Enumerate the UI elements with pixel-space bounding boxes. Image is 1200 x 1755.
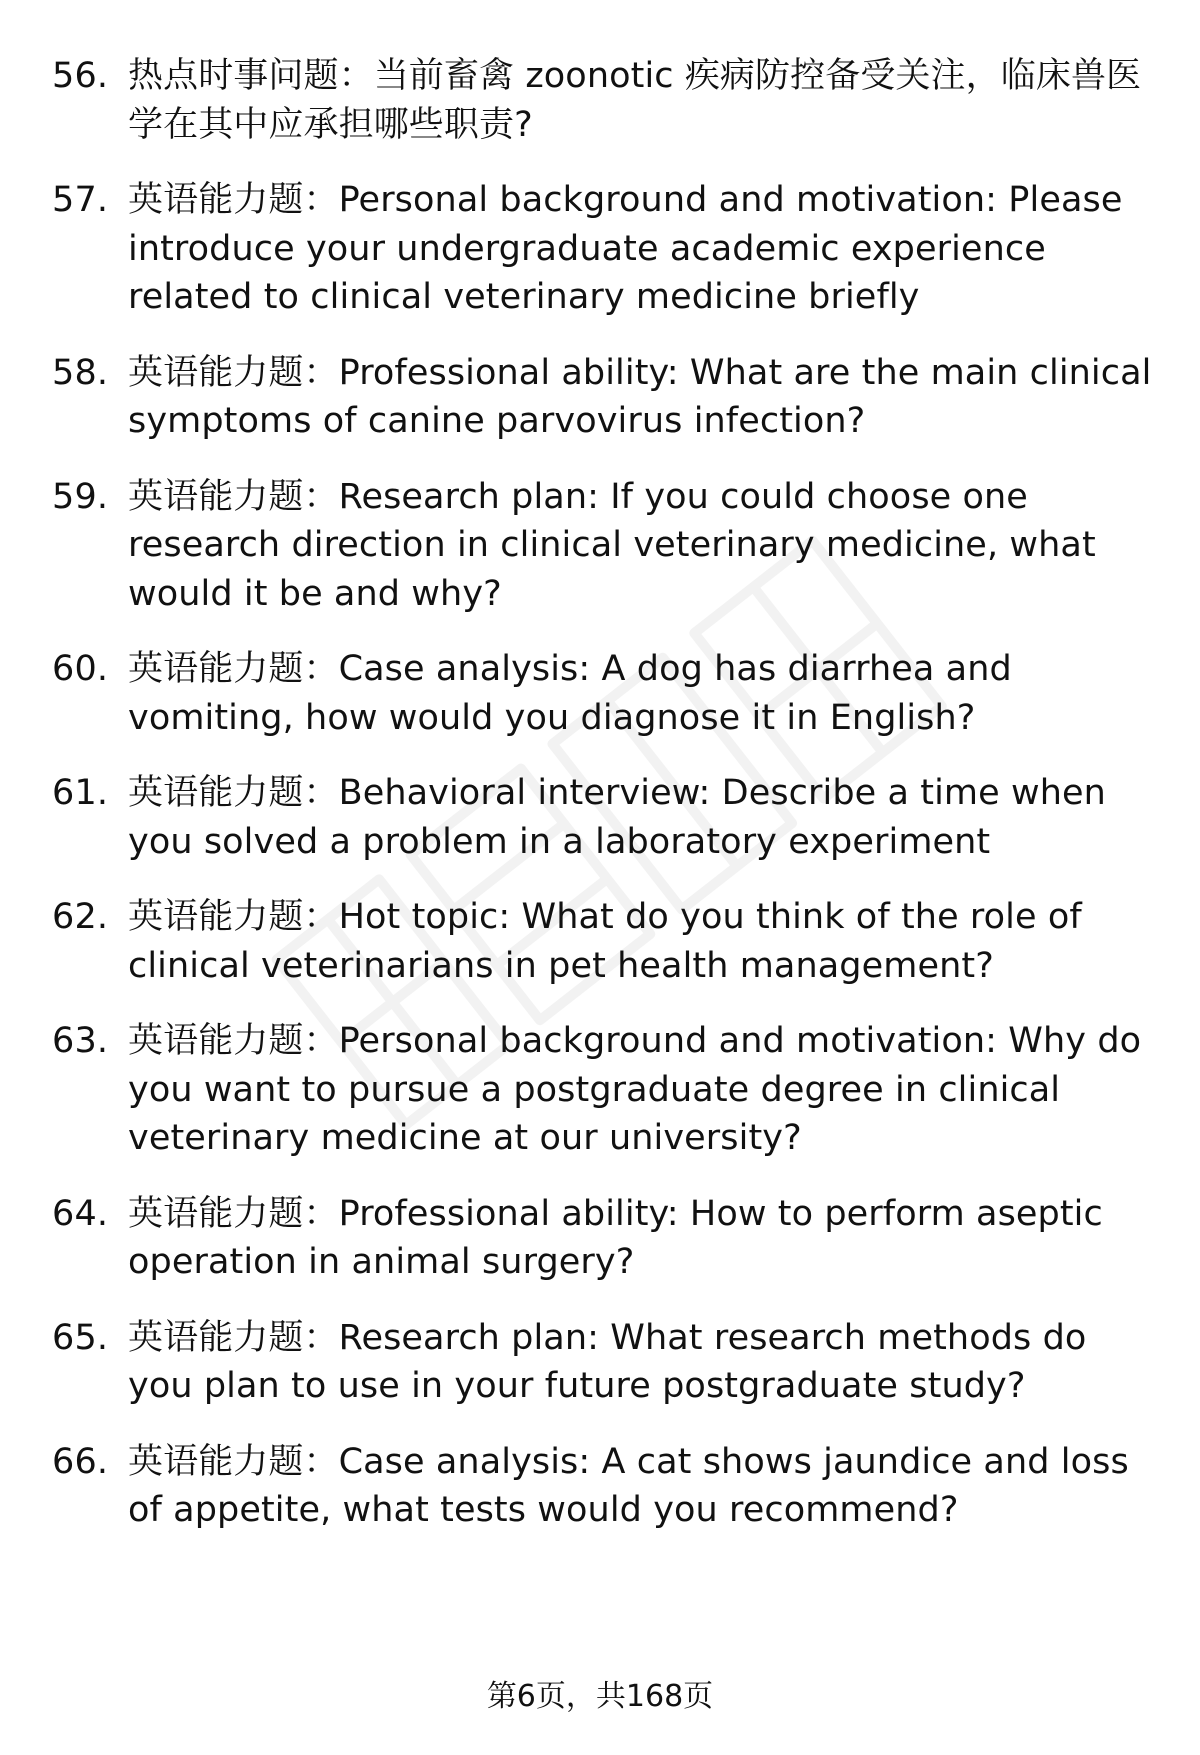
question-number: 63. <box>52 1021 109 1061</box>
question-number: 57. <box>52 180 109 220</box>
question-list <box>52 52 1162 1535</box>
question-item <box>52 893 1162 990</box>
question-item <box>52 176 1162 322</box>
question-text: 英语能力题：Research plan: What research methods do you plan to use in your future postgraduate study? <box>128 1317 1087 1406</box>
question-text: 英语能力题：Hot topic: What do you think of the role of clinical veterinarians in pet health management? <box>128 897 1082 986</box>
question-text: 英语能力题：Research plan: If you could choose one research direction in clinical veterinary medicine, what would it be and why? <box>128 476 1096 614</box>
question-text: 英语能力题：Professional ability: What are the main clinical symptoms of canine parvovirus infection? <box>128 352 1152 441</box>
question-item <box>52 1314 1162 1411</box>
question-text: 英语能力题：Personal background and motivation: Please introduce your undergraduate academic experience related to clinical veterinary medicine briefly <box>128 180 1123 317</box>
question-number: 61. <box>52 773 109 813</box>
question-text: 英语能力题：Case analysis: A dog has diarrhea and vomiting, how would you diagnose it in English? <box>128 649 1012 738</box>
question-item <box>52 1438 1162 1535</box>
question-item <box>52 1190 1162 1287</box>
question-text: 英语能力题：Professional ability: How to perform aseptic operation in animal surgery? <box>128 1193 1103 1282</box>
question-number: 66. <box>52 1441 109 1482</box>
question-number: 64. <box>52 1193 109 1234</box>
page-footer: 第6页，共168页 <box>486 1679 714 1714</box>
question-text: 热点时事问题：当前畜禽 zoonotic 疾病防控备受关注，临床兽医学在其中应承担哪些职责? <box>128 56 1142 145</box>
question-number: 65. <box>52 1317 109 1358</box>
question-item <box>52 473 1162 619</box>
question-item <box>52 769 1162 866</box>
question-item <box>52 645 1162 742</box>
question-number: 59. <box>52 476 109 517</box>
question-item <box>52 1017 1162 1163</box>
question-number: 62. <box>52 897 109 937</box>
question-item <box>52 52 1162 149</box>
question-item <box>52 349 1162 446</box>
question-number: 58. <box>52 352 109 393</box>
question-text: 英语能力题：Case analysis: A cat shows jaundice and loss of appetite, what tests would you recommend? <box>128 1441 1129 1530</box>
question-text: 英语能力题：Behavioral interview: Describe a time when you solved a problem in a laboratory experiment <box>128 773 1106 862</box>
question-number: 56. <box>52 56 109 96</box>
question-number: 60. <box>52 649 109 689</box>
question-text: 英语能力题：Personal background and motivation: Why do you want to pursue a postgraduate degree in clinical veterinary medicine at our university? <box>128 1021 1142 1158</box>
